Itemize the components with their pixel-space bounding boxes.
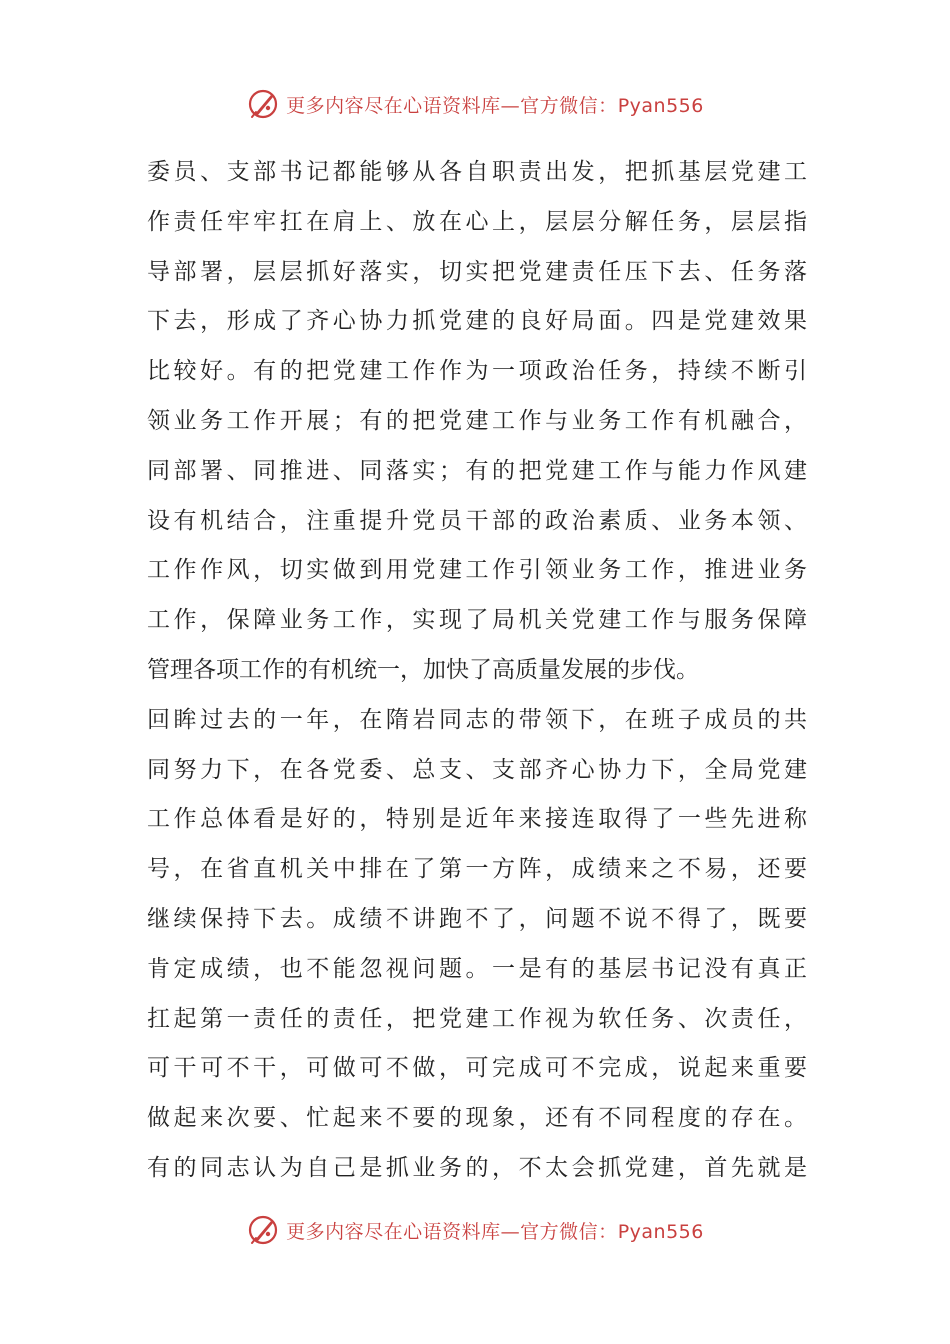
text-line: 同部署、同推进、同落实；有的把党建工作与能力作风建 — [147, 457, 807, 484]
text-line: 工作，保障业务工作，实现了局机关党建工作与服务保障 — [147, 607, 807, 634]
text-line: 比较好。有的把党建工作作为一项政治任务，持续不断引 — [147, 358, 807, 385]
footer-banner — [0, 1210, 950, 1250]
banner-wechat-label: 官方微信： — [520, 94, 618, 117]
banner-dash: — — [500, 94, 521, 117]
banner-wechat-id: Pyan556 — [617, 1220, 704, 1243]
text-line: 设有机结合，注重提升党员干部的政治素质、业务本领、 — [147, 507, 807, 534]
text-line: 肯定成绩，也不能忽视问题。一是有的基层书记没有真正 — [147, 955, 807, 982]
text-line: 下去，形成了齐心协力抓党建的良好局面。四是党建效果 — [147, 308, 807, 335]
text-line: 领业务工作开展；有的把党建工作与业务工作有机融合， — [147, 407, 807, 434]
text-line: 工作作风，切实做到用党建工作引领业务工作，推进业务 — [147, 557, 807, 584]
header-banner — [0, 84, 950, 124]
banner-main-text: 更多内容尽在心语资料库 — [286, 1220, 501, 1243]
banner-dash: — — [500, 1220, 521, 1243]
text-line-paragraph-end: 管理各项工作的有机统一，加快了高质量发展的步伐。 — [147, 656, 699, 683]
text-line: 号，在省直机关中排在了第一方阵，成绩来之不易，还要 — [147, 856, 807, 883]
text-line: 扛起第一责任的责任，把党建工作视为软任务、次责任， — [147, 1005, 807, 1032]
text-line: 同努力下，在各党委、总支、支部齐心协力下，全局党建 — [147, 756, 807, 783]
text-line: 委员、支部书记都能够从各自职责出发，把抓基层党建工 — [147, 159, 807, 185]
text-line: 作责任牢牢扛在肩上、放在心上，层层分解任务，层层指 — [147, 208, 807, 235]
text-line: 做起来次要、忙起来不要的现象，还有不同程度的存在。 — [147, 1105, 807, 1132]
banner-text — [286, 91, 704, 118]
text-line: 有的同志认为自己是抓业务的，不太会抓党建，首先就是 — [147, 1154, 807, 1181]
text-line: 工作总体看是好的，特别是近年来接连取得了一些先进称 — [147, 806, 807, 833]
text-line: 可干可不干，可做可不做，可完成可不完成，说起来重要 — [147, 1055, 807, 1082]
text-line: 继续保持下去。成绩不讲跑不了，问题不说不得了，既要 — [147, 905, 807, 932]
banner-wechat-label: 官方微信： — [520, 1220, 618, 1243]
banner-text — [286, 1217, 704, 1244]
banner-wechat-id: Pyan556 — [617, 94, 704, 117]
quill-pen-circle-icon — [246, 1213, 280, 1247]
document-body — [147, 148, 807, 1194]
banner-main-text: 更多内容尽在心语资料库 — [286, 94, 501, 117]
text-line: 导部署，层层抓好落实，切实把党建责任压下去、任务落 — [147, 258, 807, 285]
text-line: 回眸过去的一年，在隋岩同志的带领下，在班子成员的共 — [147, 706, 807, 733]
quill-pen-circle-icon — [246, 87, 280, 121]
